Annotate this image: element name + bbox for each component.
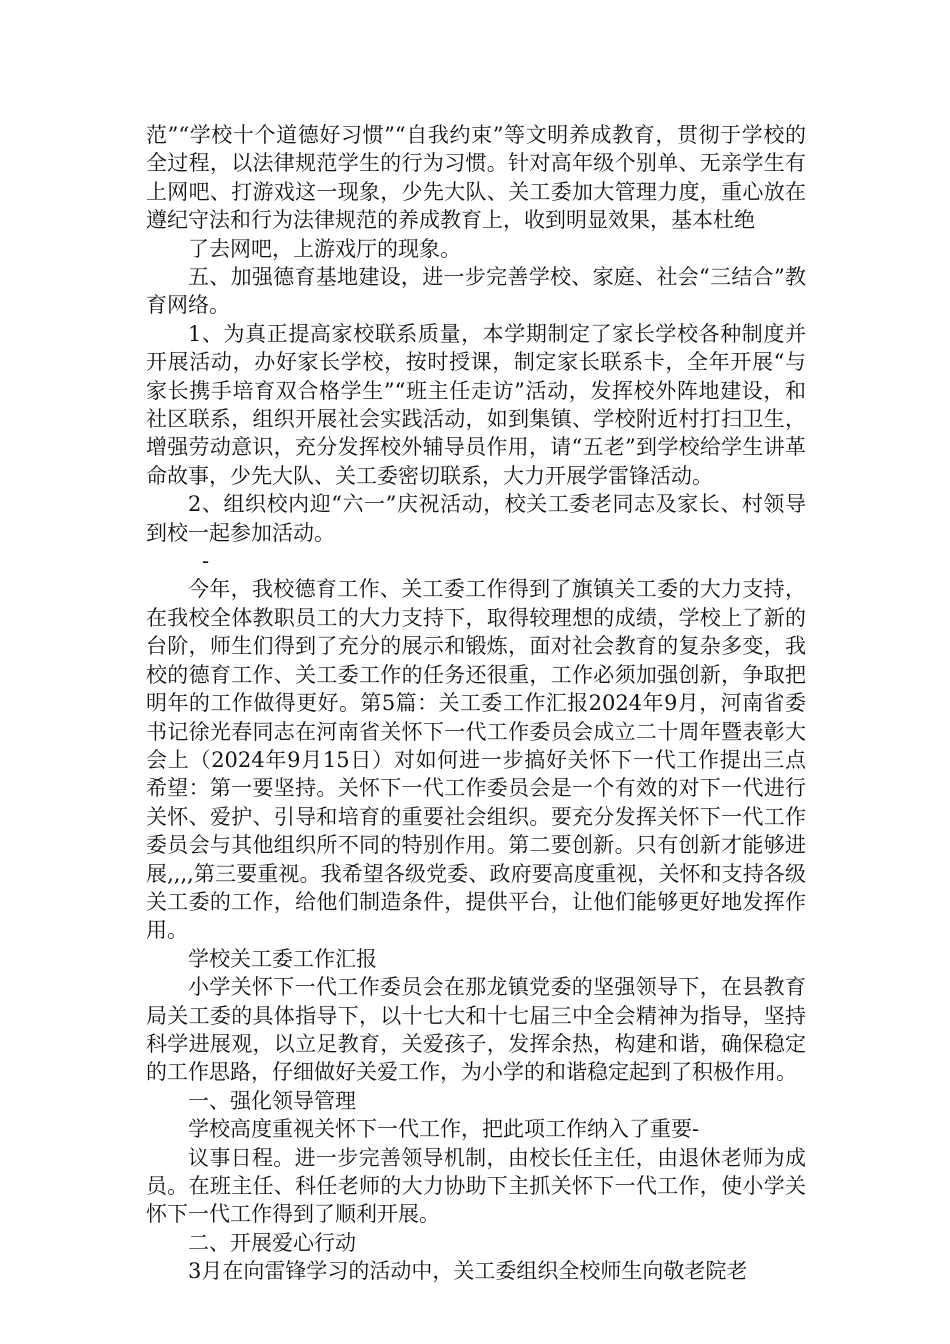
paragraph-section-one-a: 学校高度重视关怀下一代工作，把此项工作纳入了重要-	[188, 1117, 700, 1142]
section-two-heading: 二、开展爱心行动	[188, 1230, 356, 1255]
separator-dash: -	[202, 549, 210, 574]
paragraph-intro: 小学关怀下一代工作委员会在那龙镇党委的坚强领导下，在县教育局关工委的具体指导下，以十七大和十七届三中全会精神为指导，坚持科学进展观，以立足教育，关爱孩子，发挥余热，构建和谐，确保稳定的工作思路，仔细做好关爱工作，为小学的和谐稳定起到了积极作用。	[146, 975, 806, 1085]
document-body	[146, 121, 806, 1286]
paragraph-section-two: 3月在向雷锋学习的活动中，关工委组织全校师生向敬老院老	[188, 1259, 748, 1284]
section-one-heading: 一、强化领导管理	[188, 1088, 356, 1113]
paragraph-summary: 今年，我校德育工作、关工委工作得到了旗镇关工委的大力支持，在我校全体教职员工的大力支持下，取得较理想的成绩，学校上了新的台阶，师生们得到了充分的展示和锻炼，面对社会教育的复杂多变，我校的德育工作、关工委工作的任务还很重，工作必须加强创新，争取把明年的工作做得更好。第5篇：关工委工作汇报2024年9月，河南省委书记徐光春同志在河南省关怀下一代工作委员会成立二十周年暨表彰大会上（2024年9月15日）对如何进一步搞好关怀下一代工作提出三点希望：第一要坚持。关怀下一代工作委员会是一个有效的对下一代进行关怀、爱护、引导和培育的重要社会组织。要充分发挥关怀下一代工作委员会与其他组织所不同的特别作用。第二要创新。只有创新才能够进展,,,,第三要重视。我希望各级党委、政府要高度重视，关怀和支持各级关工委的工作，给他们制造条件，提供平台，让他们能够更好地发挥作用。	[146, 577, 806, 943]
report-title: 学校关工委工作汇报	[188, 946, 377, 971]
paragraph-section-one-b: 议事日程。进一步完善领导机制，由校长任主任，由退休老师为成员。在班主任、科任老师的大力协助下主抓关怀下一代工作，使小学关怀下一代工作得到了顺利开展。	[146, 1145, 806, 1227]
paragraph-1: 范”“学校十个道德好习惯”“自我约束”等文明养成教育，贯彻于学校的全过程，以法律规范学生的行为习惯。针对高年级个别单、无亲学生有上网吧、打游戏这一现象，少先大队、关工委加大管理力度，重心放在遵纪守法和行为法律规范的养成教育上，收到明显效果，基本杜绝	[146, 123, 806, 233]
section-five-heading: 五、加强德育基地建设，进一步完善学校、家庭、社会“三结合”教育网络。	[146, 265, 806, 318]
paragraph-2: 了去网吧，上游戏厅的现象。	[188, 236, 461, 261]
paragraph-item-1: 1、为真正提高家校联系质量，本学期制定了家长学校各种制度并开展活动，办好家长学校，按时授课，制定家长联系卡，全年开展“与家长携手培育双合格学生”“班主任走访”活动，发挥校外阵地建设，和社区联系，组织开展社会实践活动，如到集镇、学校附近村打扫卫生，增强劳动意识，充分发挥校外辅导员作用，请“五老”到学校给学生讲革命故事，少先大队、关工委密切联系，大力开展学雷锋活动。	[146, 321, 806, 488]
paragraph-item-2: 2、组织校内迎“六一”庆祝活动，校关工委老同志及家长、村领导到校一起参加活动。	[146, 492, 806, 545]
